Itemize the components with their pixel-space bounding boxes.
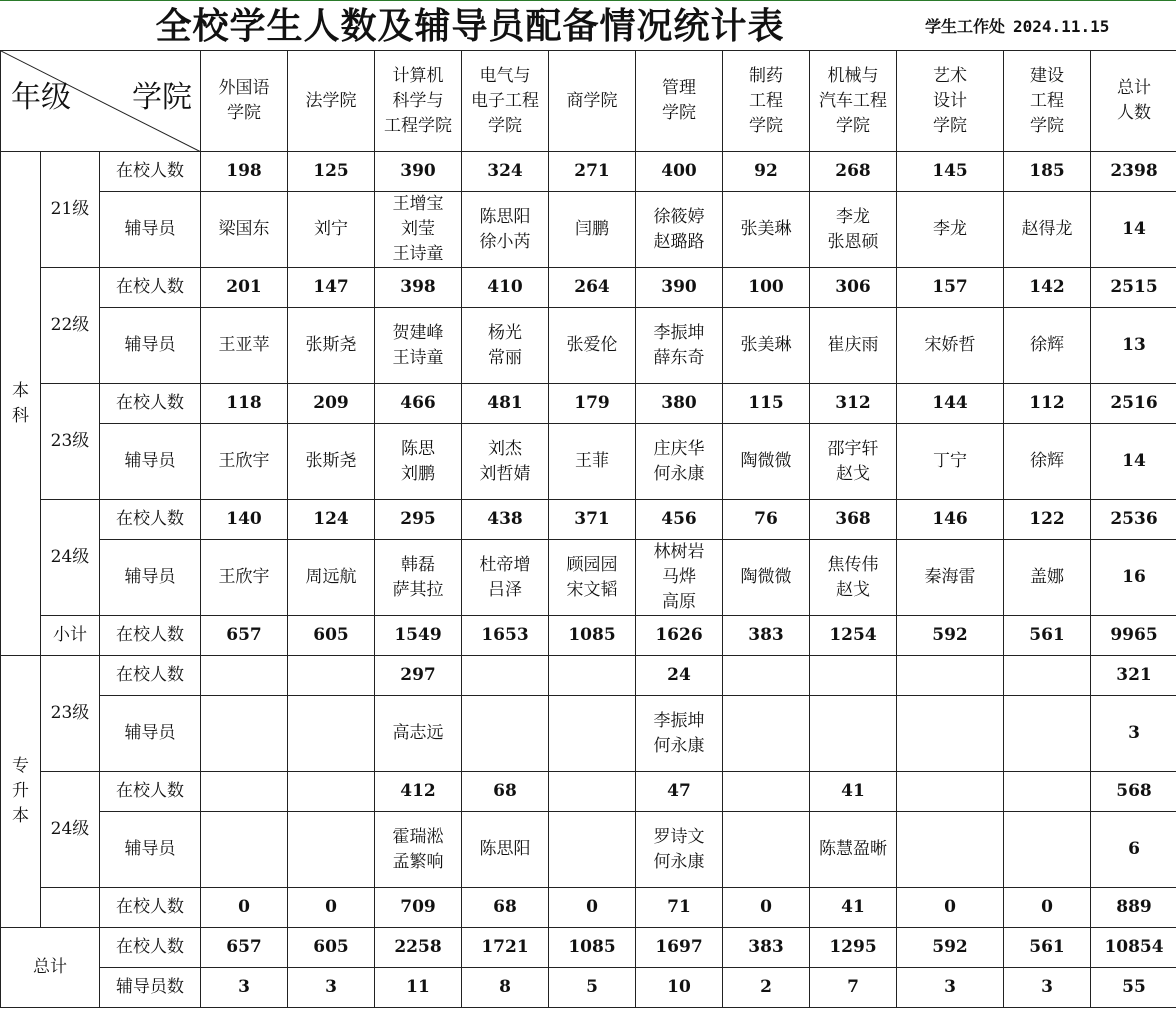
college-header-9: 建设 工程 学院 (1004, 51, 1091, 152)
count-cell (723, 772, 810, 812)
total-counselor-cell: 55 (1091, 968, 1176, 1008)
count-cell (1004, 656, 1091, 696)
counselor-cell (288, 308, 375, 384)
total-count-cell: 605 (288, 928, 375, 968)
total-count-cell: 1295 (810, 928, 897, 968)
count-cell (1004, 772, 1091, 812)
count-cell (810, 656, 897, 696)
counselor-cell (810, 696, 897, 772)
subtotal-cell: 0 (723, 888, 810, 928)
cell-text: 李振坤 何永康 (653, 710, 705, 756)
cell-text: 陶微微 (740, 567, 792, 587)
subtotal-cell: 561 (1004, 616, 1091, 656)
counselor-cell (201, 812, 288, 888)
count-cell: 390 (636, 268, 723, 308)
subtotal-cell: 9965 (1091, 616, 1176, 656)
counselor-cell (1004, 812, 1091, 888)
table-row (1, 268, 1176, 308)
cell-text: 崔庆雨 (827, 335, 879, 355)
cell-text: 罗诗文 何永康 (653, 826, 705, 872)
count-cell: 118 (201, 384, 288, 424)
counselor-cell (375, 696, 462, 772)
count-cell (549, 656, 636, 696)
counselor-cell (897, 812, 1004, 888)
counselor-cell (462, 540, 549, 616)
count-cell: 568 (1091, 772, 1176, 812)
subtotal-cell: 41 (810, 888, 897, 928)
row-label-counselor: 辅导员 (100, 696, 201, 772)
count-cell: 24 (636, 656, 723, 696)
cell-text: 徐辉 (1030, 335, 1065, 355)
cell-text: 闫鹏 (575, 219, 610, 239)
subtotal-cell: 592 (897, 616, 1004, 656)
row-label-count: 在校人数 (100, 656, 201, 696)
college-header-7: 机械与 汽车工程 学院 (810, 51, 897, 152)
counselor-cell (897, 192, 1004, 268)
title-bar (0, 0, 1176, 50)
row-label-count: 在校人数 (100, 152, 201, 192)
count-cell (288, 656, 375, 696)
count-cell: 142 (1004, 268, 1091, 308)
section-label-zsb: 专 升 本 (1, 656, 41, 928)
cell-text: 焦传伟 赵戈 (827, 554, 879, 600)
count-cell (201, 772, 288, 812)
total-count-cell: 657 (201, 928, 288, 968)
total-count-cell: 1085 (549, 928, 636, 968)
count-cell: 324 (462, 152, 549, 192)
table-row (1, 772, 1176, 812)
cell-text: 徐筱婷 赵璐路 (653, 206, 705, 252)
total-count-cell: 2258 (375, 928, 462, 968)
count-cell: 398 (375, 268, 462, 308)
cell-text: 李龙 张恩硕 (827, 206, 879, 252)
subtotal-cell: 709 (375, 888, 462, 928)
count-cell: 306 (810, 268, 897, 308)
counselor-cell (375, 308, 462, 384)
cell-text: 陈思阳 徐小芮 (479, 206, 531, 252)
count-cell: 2536 (1091, 500, 1176, 540)
counselor-cell (201, 424, 288, 500)
subtotal-cell: 0 (897, 888, 1004, 928)
section-label-benke: 本 科 (1, 152, 41, 656)
cell-text: 张爱伦 (566, 335, 618, 355)
subtotal-cell: 0 (201, 888, 288, 928)
counselor-cell (375, 540, 462, 616)
cell-text: 杨光 常丽 (488, 322, 523, 368)
total-counselor-cell: 3 (897, 968, 1004, 1008)
counselor-cell (201, 696, 288, 772)
row-label-counselor-count: 辅导员数 (100, 968, 201, 1008)
count-cell (897, 772, 1004, 812)
cell-text: 韩磊 萨其拉 (392, 554, 444, 600)
count-cell (462, 656, 549, 696)
total-counselor-cell: 5 (549, 968, 636, 1008)
counselor-cell (288, 540, 375, 616)
row-label-count: 在校人数 (100, 500, 201, 540)
cell-text: 张美琳 (740, 219, 792, 239)
counselor-cell (810, 192, 897, 268)
count-cell: 412 (375, 772, 462, 812)
subtotal-row (1, 888, 1176, 928)
cell-text: 刘杰 刘哲婧 (479, 438, 531, 484)
count-cell (723, 656, 810, 696)
subtotal-cell: 1653 (462, 616, 549, 656)
row-label-count: 在校人数 (100, 268, 201, 308)
row-label-count: 在校人数 (100, 928, 201, 968)
total-count-cell: 592 (897, 928, 1004, 968)
counselor-cell (636, 812, 723, 888)
counselor-cell (810, 424, 897, 500)
table-row (1, 384, 1176, 424)
subtotal-cell: 1626 (636, 616, 723, 656)
counselor-cell (462, 696, 549, 772)
cell-text: 刘宁 (314, 219, 349, 239)
counselor-cell (897, 540, 1004, 616)
counselor-cell (201, 308, 288, 384)
table-row (1, 308, 1176, 384)
count-cell: 92 (723, 152, 810, 192)
count-cell: 100 (723, 268, 810, 308)
cell-text: 周远航 (305, 567, 357, 587)
counselor-cell (897, 424, 1004, 500)
counselor-cell (636, 308, 723, 384)
table-row (1, 192, 1176, 268)
count-cell: 2516 (1091, 384, 1176, 424)
row-label-counselor: 辅导员 (100, 424, 201, 500)
counselor-cell (549, 424, 636, 500)
subtotal-cell: 71 (636, 888, 723, 928)
counselor-cell (636, 424, 723, 500)
counselor-cell (723, 812, 810, 888)
cell-text: 李龙 (933, 219, 968, 239)
count-cell: 41 (810, 772, 897, 812)
count-cell: 2398 (1091, 152, 1176, 192)
count-cell: 456 (636, 500, 723, 540)
counselor-total-cell: 14 (1091, 424, 1176, 500)
count-cell: 390 (375, 152, 462, 192)
subtotal-cell: 1549 (375, 616, 462, 656)
count-cell: 179 (549, 384, 636, 424)
counselor-cell (810, 308, 897, 384)
grade-label: 22级 (41, 268, 100, 384)
count-cell: 76 (723, 500, 810, 540)
count-cell: 438 (462, 500, 549, 540)
grade-label: 23级 (41, 656, 100, 772)
cell-text: 陈思 刘鹏 (401, 438, 436, 484)
count-cell: 68 (462, 772, 549, 812)
count-cell: 271 (549, 152, 636, 192)
total-count-cell: 1721 (462, 928, 549, 968)
counselor-cell (810, 540, 897, 616)
counselor-cell (462, 192, 549, 268)
row-label-counselor: 辅导员 (100, 192, 201, 268)
count-cell (549, 772, 636, 812)
counselor-total-cell: 16 (1091, 540, 1176, 616)
cell-text: 张斯尧 (305, 335, 357, 355)
counselor-total-cell: 14 (1091, 192, 1176, 268)
subtotal-cell: 383 (723, 616, 810, 656)
counselor-cell (549, 812, 636, 888)
corner-grade-label: 年级 (11, 80, 71, 115)
count-cell: 2515 (1091, 268, 1176, 308)
grand-total-label: 总计 (1, 928, 100, 1008)
subtotal-cell: 1085 (549, 616, 636, 656)
table-body (1, 51, 1176, 1008)
college-header-10: 总计 人数 (1091, 51, 1176, 152)
subtotal-row (1, 616, 1176, 656)
table-row (1, 540, 1176, 616)
subtotal-label: 小计 (41, 616, 100, 656)
counselor-cell (897, 308, 1004, 384)
subtotal-cell: 889 (1091, 888, 1176, 928)
counselor-total-cell: 3 (1091, 696, 1176, 772)
count-cell: 145 (897, 152, 1004, 192)
cell-text: 庄庆华 何永康 (653, 438, 705, 484)
count-cell: 140 (201, 500, 288, 540)
college-header-6: 制药 工程 学院 (723, 51, 810, 152)
counselor-cell (723, 192, 810, 268)
counselor-cell (375, 812, 462, 888)
subtotal-cell: 0 (1004, 888, 1091, 928)
subtotal-grade-blank (41, 888, 100, 928)
counselor-cell (1004, 540, 1091, 616)
grade-label: 24级 (41, 772, 100, 888)
count-cell: 410 (462, 268, 549, 308)
cell-text: 王欣宇 (218, 567, 270, 587)
count-cell: 321 (1091, 656, 1176, 696)
statistics-table (0, 50, 1176, 1008)
cell-text: 宋娇哲 (924, 335, 976, 355)
count-cell (897, 656, 1004, 696)
total-count-cell: 561 (1004, 928, 1091, 968)
subtotal-cell: 657 (201, 616, 288, 656)
total-counselor-cell: 7 (810, 968, 897, 1008)
grade-label: 21级 (41, 152, 100, 268)
cell-text: 王菲 (575, 451, 610, 471)
subtotal-cell: 605 (288, 616, 375, 656)
counselor-cell (549, 540, 636, 616)
cell-text: 王增宝 刘莹 王诗童 (392, 194, 444, 264)
count-cell: 466 (375, 384, 462, 424)
total-row (1, 968, 1176, 1008)
cell-text: 顾园园 宋文韬 (566, 554, 618, 600)
count-cell: 380 (636, 384, 723, 424)
count-cell: 201 (201, 268, 288, 308)
counselor-cell (462, 812, 549, 888)
cell-text: 徐辉 (1030, 451, 1065, 471)
issuer-office: 学生工作处 (925, 17, 1006, 36)
row-label-count: 在校人数 (100, 888, 201, 928)
cell-text: 张斯尧 (305, 451, 357, 471)
counselor-cell (723, 540, 810, 616)
cell-text: 张美琳 (740, 335, 792, 355)
counselor-cell (549, 696, 636, 772)
count-cell: 144 (897, 384, 1004, 424)
cell-text: 梁国东 (218, 219, 270, 239)
table-row (1, 812, 1176, 888)
subtotal-cell: 0 (288, 888, 375, 928)
total-counselor-cell: 3 (1004, 968, 1091, 1008)
total-counselor-cell: 10 (636, 968, 723, 1008)
counselor-cell (288, 696, 375, 772)
count-cell: 147 (288, 268, 375, 308)
count-cell (288, 772, 375, 812)
college-header-2: 计算机 科学与 工程学院 (375, 51, 462, 152)
counselor-cell (375, 192, 462, 268)
count-cell: 125 (288, 152, 375, 192)
count-cell: 157 (897, 268, 1004, 308)
row-label-count: 在校人数 (100, 384, 201, 424)
row-label-counselor: 辅导员 (100, 308, 201, 384)
count-cell: 312 (810, 384, 897, 424)
counselor-cell (201, 540, 288, 616)
count-cell (201, 656, 288, 696)
count-cell: 481 (462, 384, 549, 424)
count-cell: 122 (1004, 500, 1091, 540)
cell-text: 赵得龙 (1021, 219, 1073, 239)
total-counselor-cell: 8 (462, 968, 549, 1008)
counselor-cell (1004, 424, 1091, 500)
count-cell: 124 (288, 500, 375, 540)
counselor-cell (201, 192, 288, 268)
cell-text: 林树岩 马烨 高原 (653, 542, 705, 612)
header-row (1, 51, 1176, 152)
count-cell: 115 (723, 384, 810, 424)
cell-text: 王欣宇 (218, 451, 270, 471)
counselor-cell (723, 424, 810, 500)
counselor-cell (462, 424, 549, 500)
cell-text: 丁宁 (933, 451, 968, 471)
total-counselor-cell: 3 (201, 968, 288, 1008)
counselor-total-cell: 6 (1091, 812, 1176, 888)
counselor-cell (375, 424, 462, 500)
corner-header-cell (1, 51, 201, 152)
counselor-cell (288, 812, 375, 888)
count-cell: 146 (897, 500, 1004, 540)
cell-text: 秦海雷 (924, 567, 976, 587)
row-label-counselor: 辅导员 (100, 812, 201, 888)
total-counselor-cell: 2 (723, 968, 810, 1008)
grade-label: 23级 (41, 384, 100, 500)
row-label-count: 在校人数 (100, 616, 201, 656)
counselor-cell (636, 696, 723, 772)
counselor-cell (1004, 192, 1091, 268)
counselor-cell (636, 540, 723, 616)
college-header-0: 外国语 学院 (201, 51, 288, 152)
cell-text: 邵宇轩 赵戈 (827, 438, 879, 484)
row-label-count: 在校人数 (100, 772, 201, 812)
count-cell: 185 (1004, 152, 1091, 192)
issuer-and-date (925, 14, 1109, 37)
counselor-cell (897, 696, 1004, 772)
subtotal-cell: 68 (462, 888, 549, 928)
counselor-cell (810, 812, 897, 888)
count-cell: 295 (375, 500, 462, 540)
cell-text: 高志远 (392, 723, 444, 743)
cell-text: 李振坤 薛东奇 (653, 322, 705, 368)
cell-text: 盖娜 (1030, 567, 1065, 587)
report-date: 2024.11.15 (1013, 17, 1110, 36)
cell-text: 陈慧盈晰 (819, 839, 888, 859)
subtotal-cell: 1254 (810, 616, 897, 656)
counselor-cell (636, 192, 723, 268)
college-header-1: 法学院 (288, 51, 375, 152)
college-header-8: 艺术 设计 学院 (897, 51, 1004, 152)
table-row (1, 424, 1176, 500)
total-count-cell: 1697 (636, 928, 723, 968)
counselor-cell (288, 424, 375, 500)
counselor-cell (549, 192, 636, 268)
counselor-cell (1004, 308, 1091, 384)
table-row (1, 656, 1176, 696)
count-cell: 209 (288, 384, 375, 424)
total-count-cell: 383 (723, 928, 810, 968)
cell-text: 陈思阳 (479, 839, 531, 859)
college-header-5: 管理 学院 (636, 51, 723, 152)
counselor-cell (723, 308, 810, 384)
cell-text: 王亚苹 (218, 335, 270, 355)
total-counselor-cell: 3 (288, 968, 375, 1008)
counselor-cell (1004, 696, 1091, 772)
count-cell: 400 (636, 152, 723, 192)
counselor-cell (462, 308, 549, 384)
grade-label: 24级 (41, 500, 100, 616)
count-cell: 112 (1004, 384, 1091, 424)
college-header-4: 商学院 (549, 51, 636, 152)
corner-college-label: 学院 (132, 80, 193, 115)
cell-text: 陶微微 (740, 451, 792, 471)
count-cell: 264 (549, 268, 636, 308)
cell-text: 杜帝增 吕泽 (479, 554, 531, 600)
count-cell: 297 (375, 656, 462, 696)
counselor-total-cell: 13 (1091, 308, 1176, 384)
count-cell: 198 (201, 152, 288, 192)
subtotal-cell: 0 (549, 888, 636, 928)
count-cell: 268 (810, 152, 897, 192)
counselor-cell (288, 192, 375, 268)
total-counselor-cell: 11 (375, 968, 462, 1008)
page-title: 全校学生人数及辅导员配备情况统计表 (155, 5, 785, 47)
table-row (1, 696, 1176, 772)
row-label-counselor: 辅导员 (100, 540, 201, 616)
counselor-cell (723, 696, 810, 772)
count-cell: 47 (636, 772, 723, 812)
college-header-3: 电气与 电子工程 学院 (462, 51, 549, 152)
count-cell: 371 (549, 500, 636, 540)
cell-text: 贺建峰 王诗童 (392, 322, 444, 368)
count-cell: 368 (810, 500, 897, 540)
total-count-cell: 10854 (1091, 928, 1176, 968)
total-row (1, 928, 1176, 968)
cell-text: 霍瑞淞 孟繁响 (392, 826, 444, 872)
table-row (1, 152, 1176, 192)
counselor-cell (549, 308, 636, 384)
table-row (1, 500, 1176, 540)
